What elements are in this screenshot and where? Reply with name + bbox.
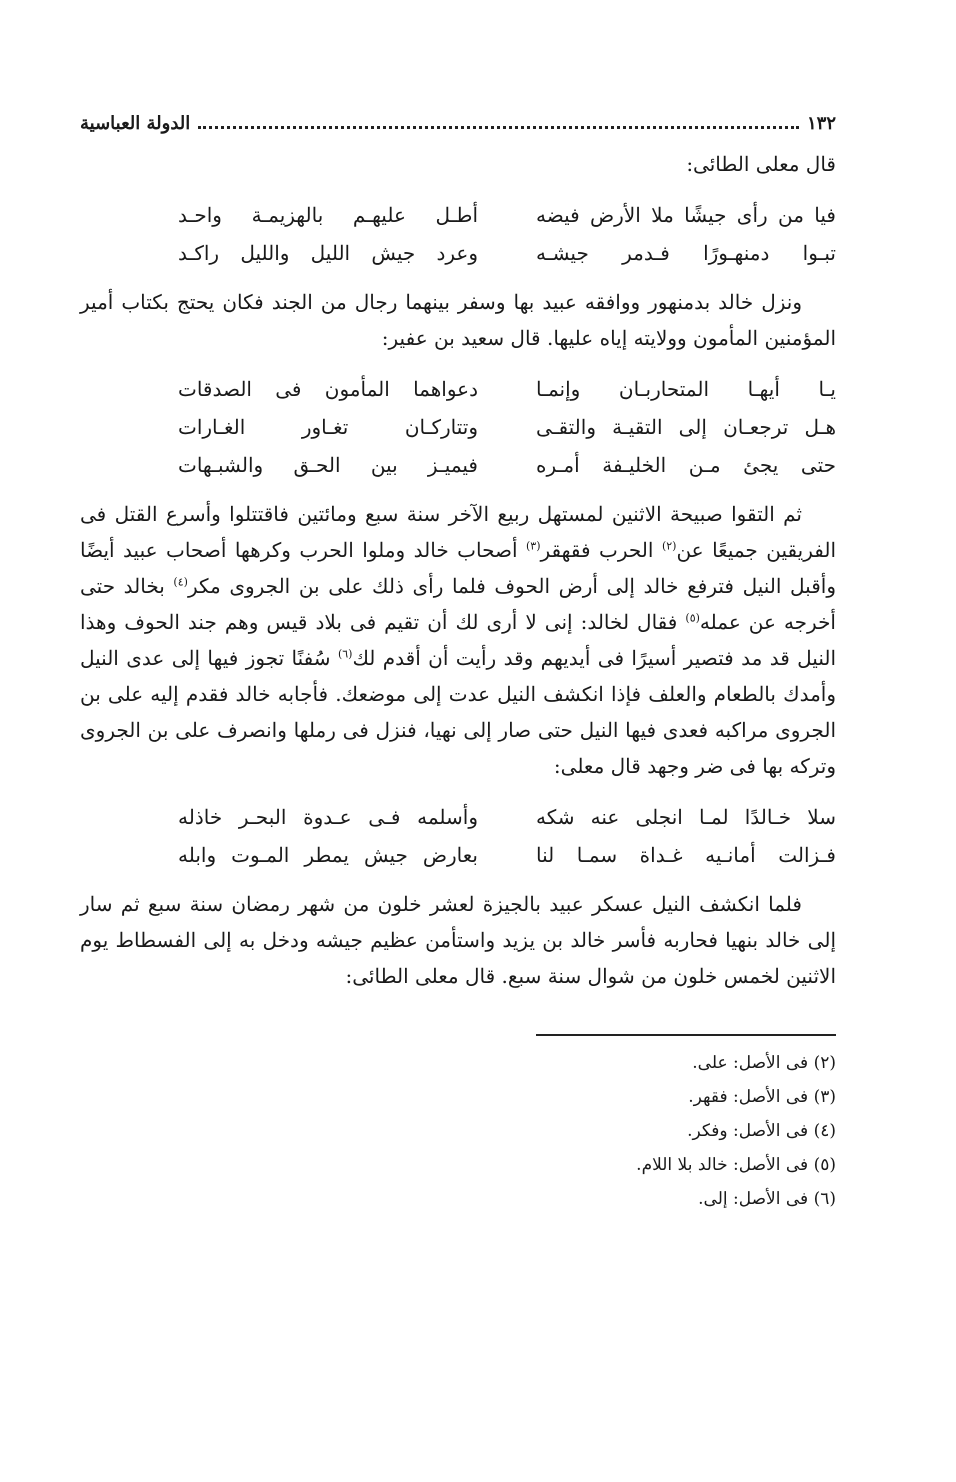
paragraph-3: فلما انكشف النيل عسكر عبيد بالجيزة لعشر خلون من شهر رمضان سنة سبع ثم سار إلى خالد بنهيا فحاربه فأسر خالد بن يزيد واستأمن عظيم جيشه ودخل به إلى الفسطاط يوم الاثنين لخمس خلون من شوال سنة سبع. قال معلى الطائى: [80, 892, 836, 988]
paragraph-1: ونزل خالد بدمنهور ووافقه عبيد بها وسفر بينهما رجال من الجند فكان يحتج بكتاب أمير المؤمنين المأمون وولايته إياه عليها. قال سعيد بن عفير: [80, 290, 836, 350]
footnote-mark-2[interactable]: (٢) [661, 539, 677, 553]
footnote-mark-5[interactable]: (٥) [685, 611, 700, 625]
paragraph-2 [80, 496, 836, 784]
paragraph-2-text: بخالد حتى أخرجه عن عمله [80, 574, 836, 634]
verse-first-hemistich: حتى يجئ مـن الخليـفة أمـره [536, 453, 836, 477]
footnote-2: (٢) فى الأصل: على. [692, 1053, 836, 1073]
verse-first-hemistich: فـزالت أمانـيه غـداة سمـا لنا [536, 843, 836, 867]
verse-second-hemistich: وعرد جيش الليل والليل راكـد [178, 241, 478, 265]
page-number: ١٣٢ [806, 112, 836, 134]
verse-second-hemistich: فيميـز بين الحـق والشبـهات [178, 453, 478, 477]
verse-line [80, 798, 836, 836]
verse-line [80, 196, 836, 234]
poem-3 [80, 798, 836, 874]
verse-first-hemistich: يـا أيهـا المتحاربـان وإنمـا [536, 377, 836, 401]
paragraph-2-text: سُفنًا تجوز فيها إلى عدى النيل وأمدك بالطعام والعلف فإذا انكشف النيل عدت إلى موضعك. فأجابه خالد فقدم إليه على بن الجروى مراكبه فعدى فيها النيل حتى صار إلى نهيا، فنزل فى رملها وانصرف على بن الجروى وتركه بها فى ضر وجهد قال معلى: [80, 646, 836, 778]
verse-line [80, 836, 836, 874]
verse-second-hemistich: وتتاركـان تغـاور الغـارات [178, 415, 478, 439]
verse-line [80, 370, 836, 408]
verse-second-hemistich: بعارض جيش يمطر المـوت وابله [178, 843, 478, 867]
verse-second-hemistich: وأسلمه فـى عـدوة البحـر خاذله [178, 805, 478, 829]
running-header [80, 108, 836, 138]
paragraph-2-text: ثم التقوا صبيحة الاثنين لمستهل ربيع الآخر سنة سبع ومائتين فاقتتلوا وأسرع القتل فى الفريقين جميعًا عن [80, 502, 837, 562]
paragraph-2-text: أصحاب خالد وملوا الحرب وكرهها أصحاب عبيد أيضًا وأقبل النيل فترفع خالد إلى أرض الحوف فلما رأى ذلك على بن الجروى مكر [80, 538, 836, 598]
intro-line: قال معلى الطائى: [686, 152, 836, 176]
footnote-5: (٥) فى الأصل: خالد بلا اللام. [636, 1155, 836, 1175]
poem-1 [80, 196, 836, 272]
footnote-mark-4[interactable]: (٤) [173, 575, 188, 589]
footnote-mark-3[interactable]: (٣) [526, 539, 541, 553]
footnote-3: (٣) فى الأصل: فقهر. [688, 1087, 836, 1107]
verse-second-hemistich: دعواهما المأمون فى الصدقات [178, 377, 478, 401]
verse-first-hemistich: فيا من رأى جيشًا ملا الأرض فيضه [536, 203, 836, 227]
verse-first-hemistich: تبـوا دمنهـورًا فـدمر جيشـه [536, 241, 836, 265]
book-page [80, 108, 836, 1216]
footnote-mark-6[interactable]: (٦) [337, 647, 353, 661]
verse-line [80, 408, 836, 446]
header-title: الدولة العباسية [80, 112, 191, 134]
verse-second-hemistich: أطـل عليهـم بالهزيمـة واحـد [178, 203, 478, 227]
footnote-4: (٤) فى الأصل: وفكر. [687, 1121, 836, 1141]
verse-line [80, 234, 836, 272]
footnote-6: (٦) فى الأصل: إلى. [698, 1189, 836, 1209]
verse-line [80, 446, 836, 484]
verse-first-hemistich: سلا خـالدًا لمـا انجلى عنه شكه [536, 805, 836, 829]
verse-first-hemistich: هـل ترجعـان إلى التقيـة والتقـى [536, 415, 836, 439]
footnotes [80, 1046, 836, 1216]
poem-2 [80, 370, 836, 484]
paragraph-2-text: الحرب فقهقر [540, 538, 662, 562]
header-leader-dots [198, 126, 799, 129]
footnote-divider [536, 1034, 836, 1036]
paragraph-2-text: فقال لخالد: إنى لا أرى لك أن تقيم فى بلاد قيس وهم جند الحوف وهذا النيل قد مد فتصير أسيرًا فى أيديهم وقد رأيت أن أقدم لك [80, 610, 837, 670]
